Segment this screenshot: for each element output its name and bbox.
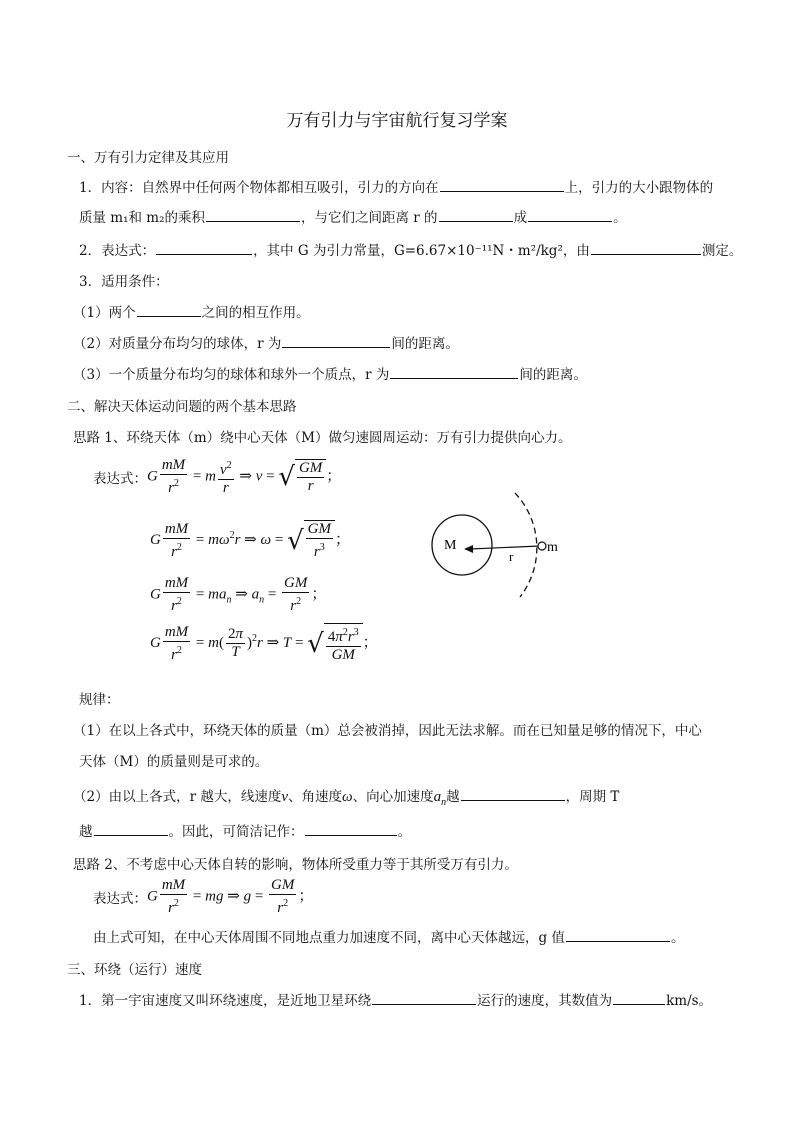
text: 越 bbox=[446, 789, 460, 805]
idea-1: 思路 1、环绕天体（m）绕中心天体（M）做匀速圆周运动：万有引力提供向心力。 bbox=[73, 430, 572, 446]
omega-symbol: ω bbox=[342, 789, 353, 805]
fill-blank[interactable] bbox=[566, 927, 670, 942]
text: 测定。 bbox=[701, 243, 743, 259]
text: 质量 m₁和 m₂的乘积 bbox=[79, 210, 206, 226]
central-body-circle bbox=[432, 515, 492, 575]
formula-velocity: 表达式： G $\frac{mM}{r^2}$ = m $\frac{v^2}{r}$ ⇒ v = √ $\frac{GM}{r}$ ； bbox=[93, 457, 342, 496]
text: 。 bbox=[670, 930, 685, 946]
condition-3 bbox=[73, 363, 587, 383]
text: 成 bbox=[513, 210, 528, 226]
idea-2: 思路 2、不考虑中心天体自转的影响，物体所受重力等于其所受万有引力。 bbox=[73, 857, 518, 873]
a-subscript: n bbox=[441, 797, 447, 808]
section-heading-3: 三、环绕（运行）速度 bbox=[67, 962, 202, 978]
fill-blank[interactable] bbox=[461, 786, 565, 801]
section-heading-1: 一、万有引力定律及其应用 bbox=[67, 150, 229, 166]
text: （2）对质量分布均匀的球体，r 为 bbox=[73, 336, 282, 352]
text: （3）一个质量分布均匀的球体和球外一个质点，r 为 bbox=[73, 367, 390, 383]
text: 之间的相互作用。 bbox=[201, 305, 310, 321]
item-3: 3．适用条件： bbox=[79, 274, 169, 290]
rule-1-line-2: 天体（M）的质量则是可求的。 bbox=[79, 754, 269, 770]
rules-label: 规律： bbox=[79, 692, 120, 708]
fill-blank[interactable] bbox=[305, 821, 397, 836]
fill-blank[interactable] bbox=[440, 177, 564, 192]
fill-blank[interactable] bbox=[94, 821, 168, 836]
page-title: 万有引力与宇宙航行复习学案 bbox=[286, 111, 508, 131]
satellite-dot bbox=[538, 542, 546, 550]
rule-2-line-2 bbox=[79, 820, 411, 840]
text: 。 bbox=[613, 210, 627, 226]
text: 、角速度 bbox=[288, 789, 343, 805]
text: 上，引力的大小跟物体的 bbox=[564, 180, 714, 196]
item-1-line-1 bbox=[79, 176, 713, 196]
fill-blank[interactable] bbox=[390, 364, 518, 379]
text: 运行的速度，其数值为 bbox=[477, 993, 613, 1009]
text: 、向心加速度 bbox=[352, 789, 434, 805]
fill-blank[interactable] bbox=[137, 302, 201, 317]
text: 越 bbox=[79, 824, 93, 840]
formula-angular-velocity: G $\frac{mM}{r^2}$ = $m\omega^2r$ ⇒ ω = √ $\frac{GM}{r^3}$ ； bbox=[150, 520, 350, 560]
formula-period: G $\frac{mM}{r^2}$ = m( $\frac{2\pi}{T}$ )$^2$r ⇒ T = √ $\frac{4\pi^2r^3}{GM}$ ； bbox=[150, 623, 378, 663]
fill-blank[interactable] bbox=[372, 990, 476, 1005]
radius-label: r bbox=[509, 549, 514, 564]
text: ，与它们之间距离 r 的 bbox=[301, 210, 438, 226]
satellite-mass-label: m bbox=[547, 540, 558, 555]
section-heading-2: 二、解决天体运动问题的两个基本思路 bbox=[67, 399, 297, 415]
orbit-path bbox=[515, 493, 537, 597]
condition-1 bbox=[73, 301, 310, 321]
text: 。因此，可简洁记作： bbox=[168, 824, 304, 840]
text: km/s。 bbox=[666, 993, 713, 1009]
a-symbol: a bbox=[433, 789, 442, 805]
rule-2-line-1 bbox=[73, 785, 619, 808]
item-2 bbox=[79, 239, 742, 259]
item-1-line-2 bbox=[79, 206, 627, 226]
text: 1．第一宇宙速度又叫环绕速度，是近地卫星环绕 bbox=[79, 993, 372, 1009]
text: 间的距离。 bbox=[391, 336, 459, 352]
fill-blank[interactable] bbox=[206, 207, 300, 222]
orbit-diagram bbox=[420, 485, 560, 605]
text: 。 bbox=[397, 824, 411, 840]
text: （2）由以上各式，r 越大，线速度 bbox=[73, 789, 282, 805]
fill-blank[interactable] bbox=[591, 240, 701, 255]
idea-2-note bbox=[93, 926, 684, 946]
formula-gravity: 表达式： G $\frac{mM}{r^2}$ = mg ⇒ g = $\frac{GM}{r^2}$ ； bbox=[93, 877, 314, 916]
formula-acceleration: G $\frac{mM}{r^2}$ = $ma_n$ ⇒ $a_n$ = $\frac{GM}{r^2}$ ； bbox=[150, 575, 327, 614]
sec3-item-1 bbox=[79, 989, 712, 1009]
expr-label: 表达式： bbox=[93, 891, 147, 907]
fill-blank[interactable] bbox=[613, 990, 665, 1005]
expr-label: 表达式： bbox=[93, 471, 147, 487]
text: 由上式可知，在中心天体周围不同地点重力加速度不同，离中心天体越远，g 值 bbox=[93, 930, 565, 946]
text: （1）两个 bbox=[73, 305, 136, 321]
text: 间的距离。 bbox=[519, 367, 587, 383]
fill-blank[interactable] bbox=[282, 333, 390, 348]
v-symbol: v bbox=[281, 789, 289, 805]
arrow-head-icon bbox=[464, 545, 473, 553]
condition-2 bbox=[73, 332, 459, 352]
text: ，周期 T bbox=[565, 789, 620, 805]
fill-blank[interactable] bbox=[156, 240, 252, 255]
rule-1-line-1: （1）在以上各式中，环绕天体的质量（m）总会被消掉，因此无法求解。而在已知量足够的情况下，中心 bbox=[73, 723, 702, 739]
text: ，其中 G 为引力常量，G=6.67×10⁻¹¹N・m²/kg²，由 bbox=[253, 243, 590, 259]
text: 2．表达式： bbox=[79, 243, 156, 259]
radius-arrow bbox=[470, 546, 540, 549]
central-mass-label: M bbox=[444, 538, 457, 553]
text: 1．内容：自然界中任何两个物体都相互吸引，引力的方向在 bbox=[79, 180, 439, 196]
fill-blank[interactable] bbox=[439, 207, 513, 222]
fill-blank[interactable] bbox=[528, 207, 612, 222]
